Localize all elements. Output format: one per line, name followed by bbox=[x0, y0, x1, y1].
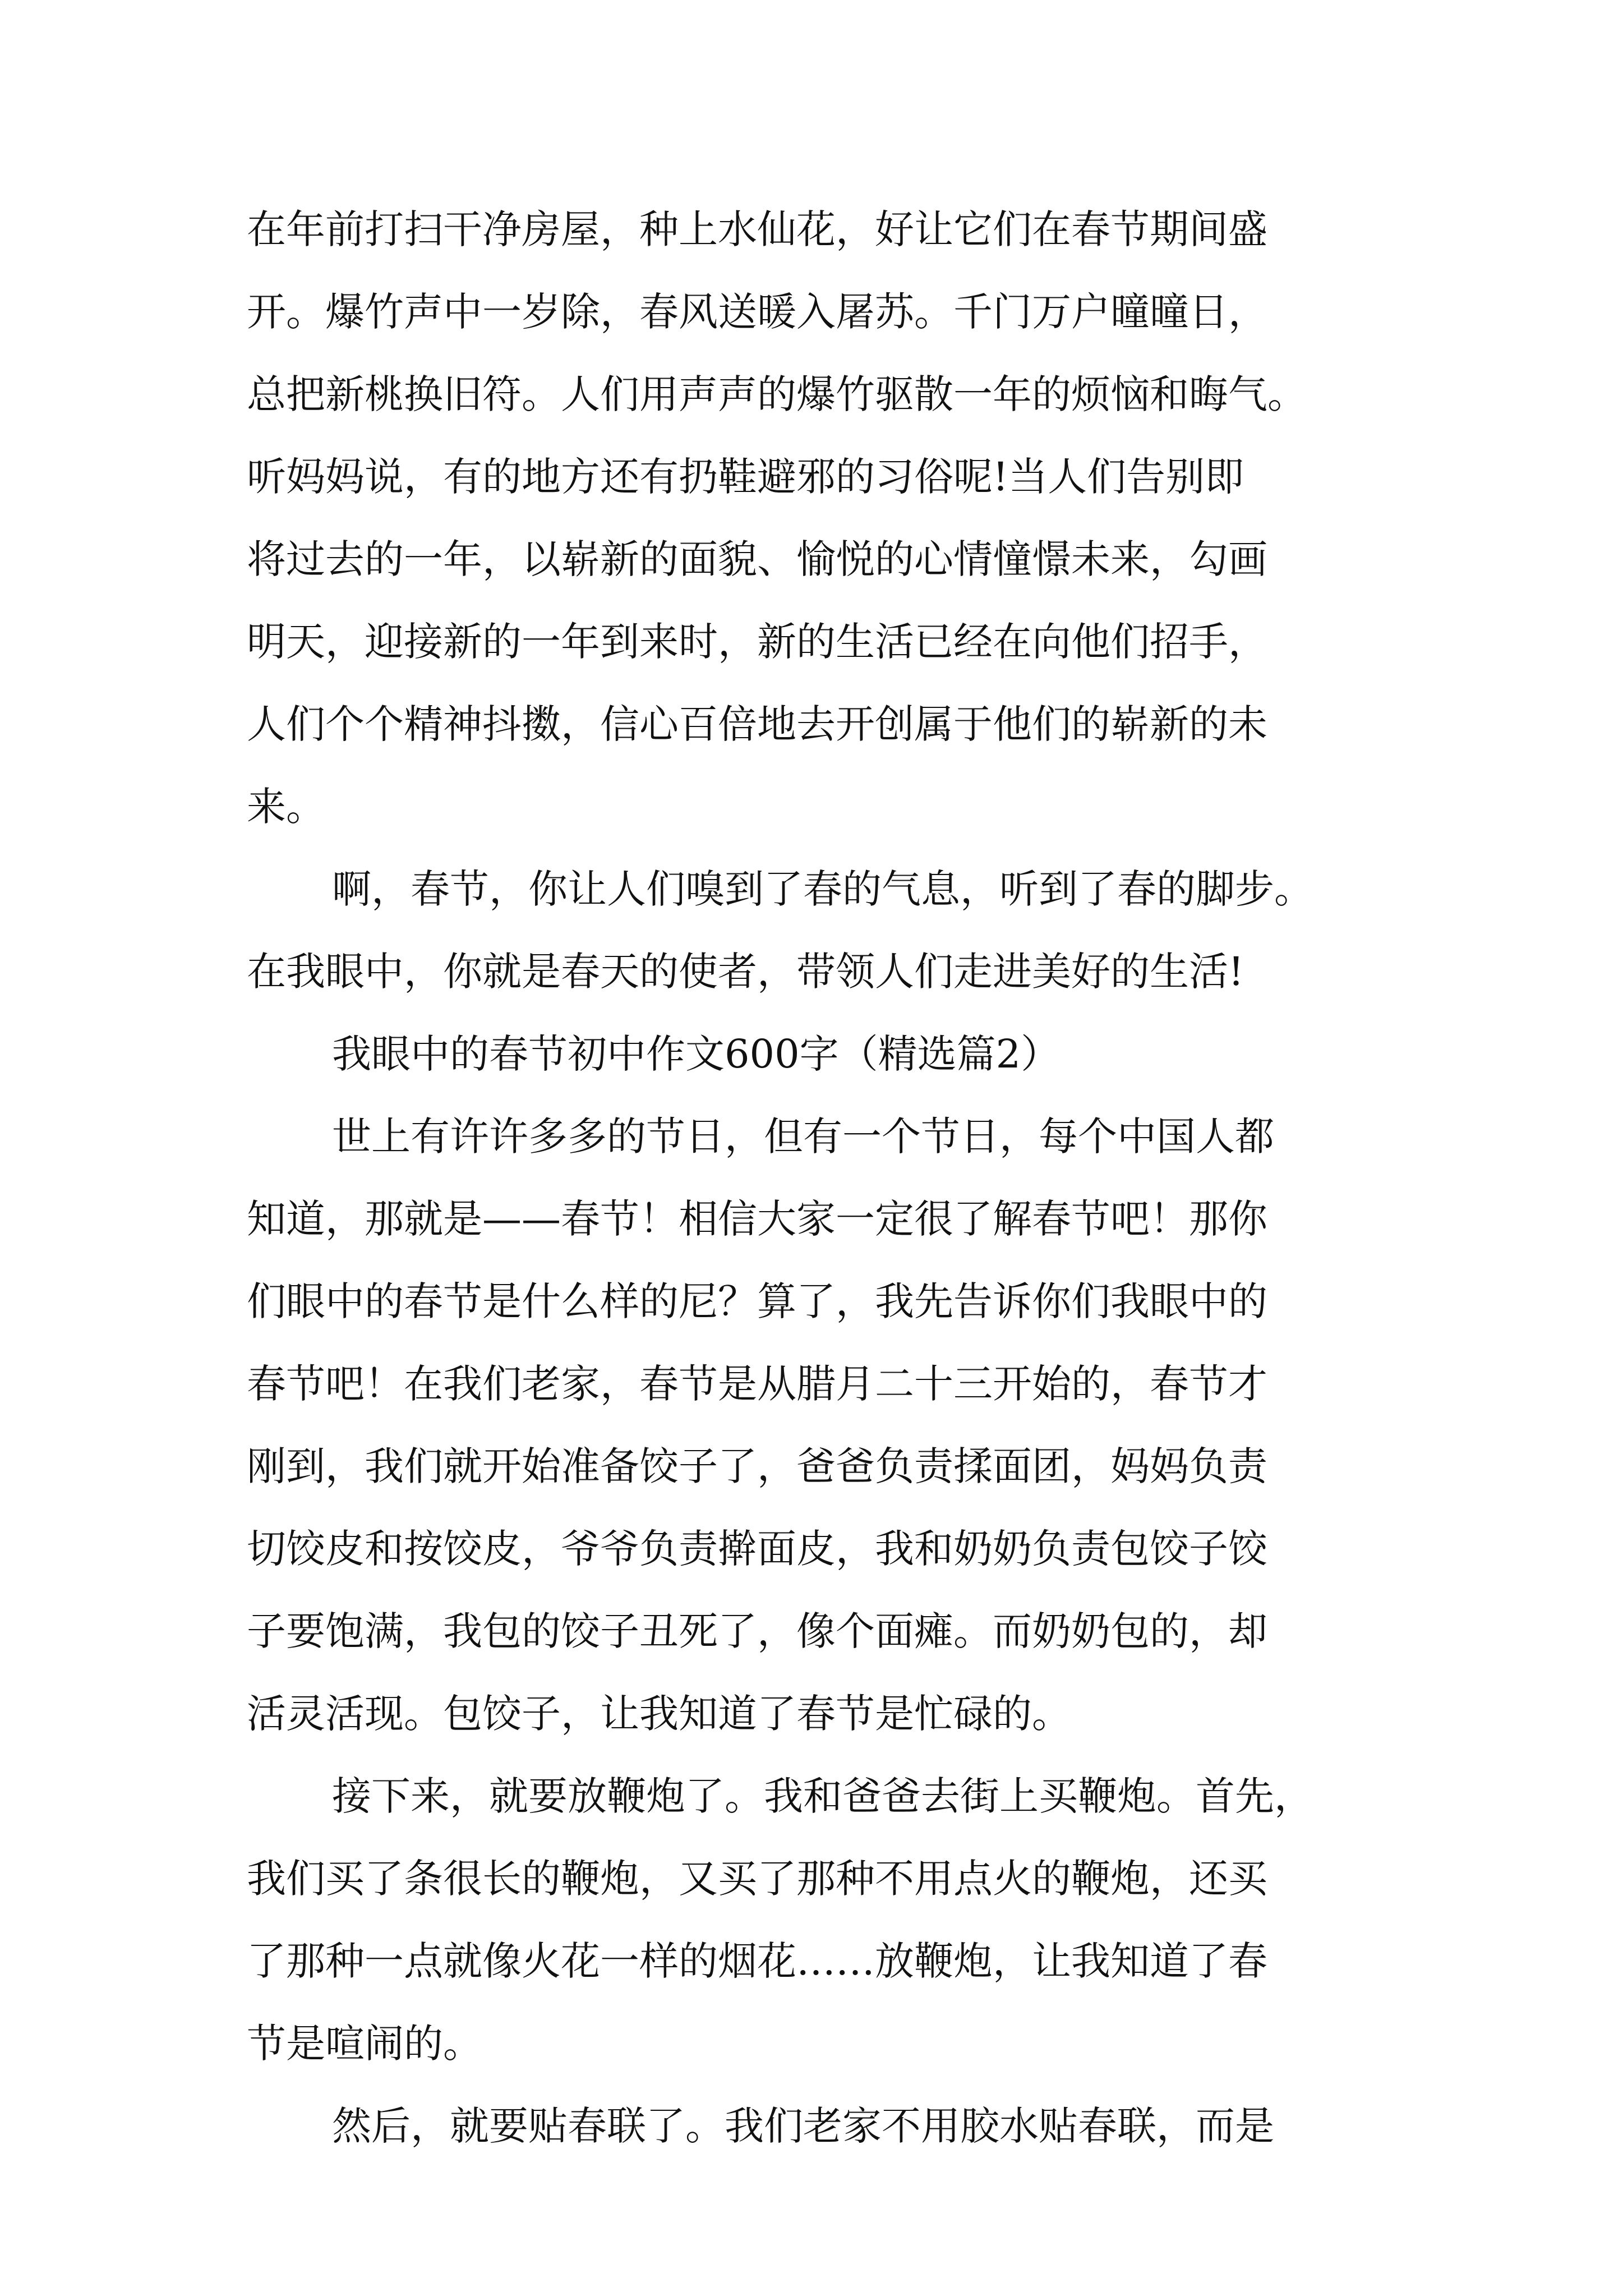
text-line: 人们个个精神抖擞，信心百倍地去开创属于他们的崭新的未 bbox=[247, 701, 1267, 747]
text-line: 了那种一点就像火花一样的烟花……放鞭炮，让我知道了春 bbox=[247, 1938, 1267, 1984]
text-line: 节是喧闹的。 bbox=[247, 2021, 482, 2067]
text-line: 听妈妈说，有的地方还有扔鞋避邪的习俗呢!当人们告别即 bbox=[247, 454, 1244, 500]
text-line: 然后，就要贴春联了。我们老家不用胶水贴春联，而是 bbox=[332, 2103, 1274, 2149]
body-text bbox=[247, 188, 1424, 2168]
text-line: 切饺皮和按饺皮，爷爷负责擀面皮，我和奶奶负责包饺子饺 bbox=[247, 1526, 1267, 1572]
text-line: 活灵活现。包饺子，让我知道了春节是忙碌的。 bbox=[247, 1691, 1071, 1737]
text-line: 啊，春节，你让人们嗅到了春的气息，听到了春的脚步。 bbox=[332, 866, 1313, 912]
text-line: 刚到，我们就开始准备饺子了，爸爸负责揉面团，妈妈负责 bbox=[247, 1443, 1267, 1489]
text-line: 来。 bbox=[247, 784, 325, 830]
text-line: 我们买了条很长的鞭炮，又买了那种不用点火的鞭炮，还买 bbox=[247, 1856, 1267, 1902]
text-line: 开。爆竹声中一岁除，春风送暖入屠苏。千门万户曈曈日， bbox=[247, 289, 1267, 335]
text-line: 在我眼中，你就是春天的使者，带领人们走进美好的生活! bbox=[247, 949, 1244, 995]
text-line: 们眼中的春节是什么样的尼？算了，我先告诉你们我眼中的 bbox=[247, 1278, 1267, 1324]
text-line: 将过去的一年，以崭新的面貌、愉悦的心情憧憬未来，勾画 bbox=[247, 536, 1267, 582]
text-line: 接下来，就要放鞭炮了。我和爸爸去街上买鞭炮。首先， bbox=[332, 1773, 1313, 1819]
text-line: 总把新桃换旧符。人们用声声的爆竹驱散一年的烦恼和晦气。 bbox=[247, 371, 1307, 417]
text-line: 世上有许许多多的节日，但有一个节日，每个中国人都 bbox=[332, 1114, 1274, 1159]
text-line: 知道，那就是——春节！相信大家一定很了解春节吧！那你 bbox=[247, 1196, 1267, 1242]
text-line: 春节吧！在我们老家，春节是从腊月二十三开始的，春节才 bbox=[247, 1361, 1267, 1407]
text-line: 子要饱满，我包的饺子丑死了，像个面瘫。而奶奶包的，却 bbox=[247, 1608, 1267, 1654]
text-line: 明天，迎接新的一年到来时，新的生活已经在向他们招手， bbox=[247, 619, 1267, 665]
text-line: 在年前打扫干净房屋，种上水仙花，好让它们在春节期间盛 bbox=[247, 206, 1267, 252]
section-heading: 我眼中的春节初中作文600字（精选篇2） bbox=[332, 1031, 1061, 1077]
